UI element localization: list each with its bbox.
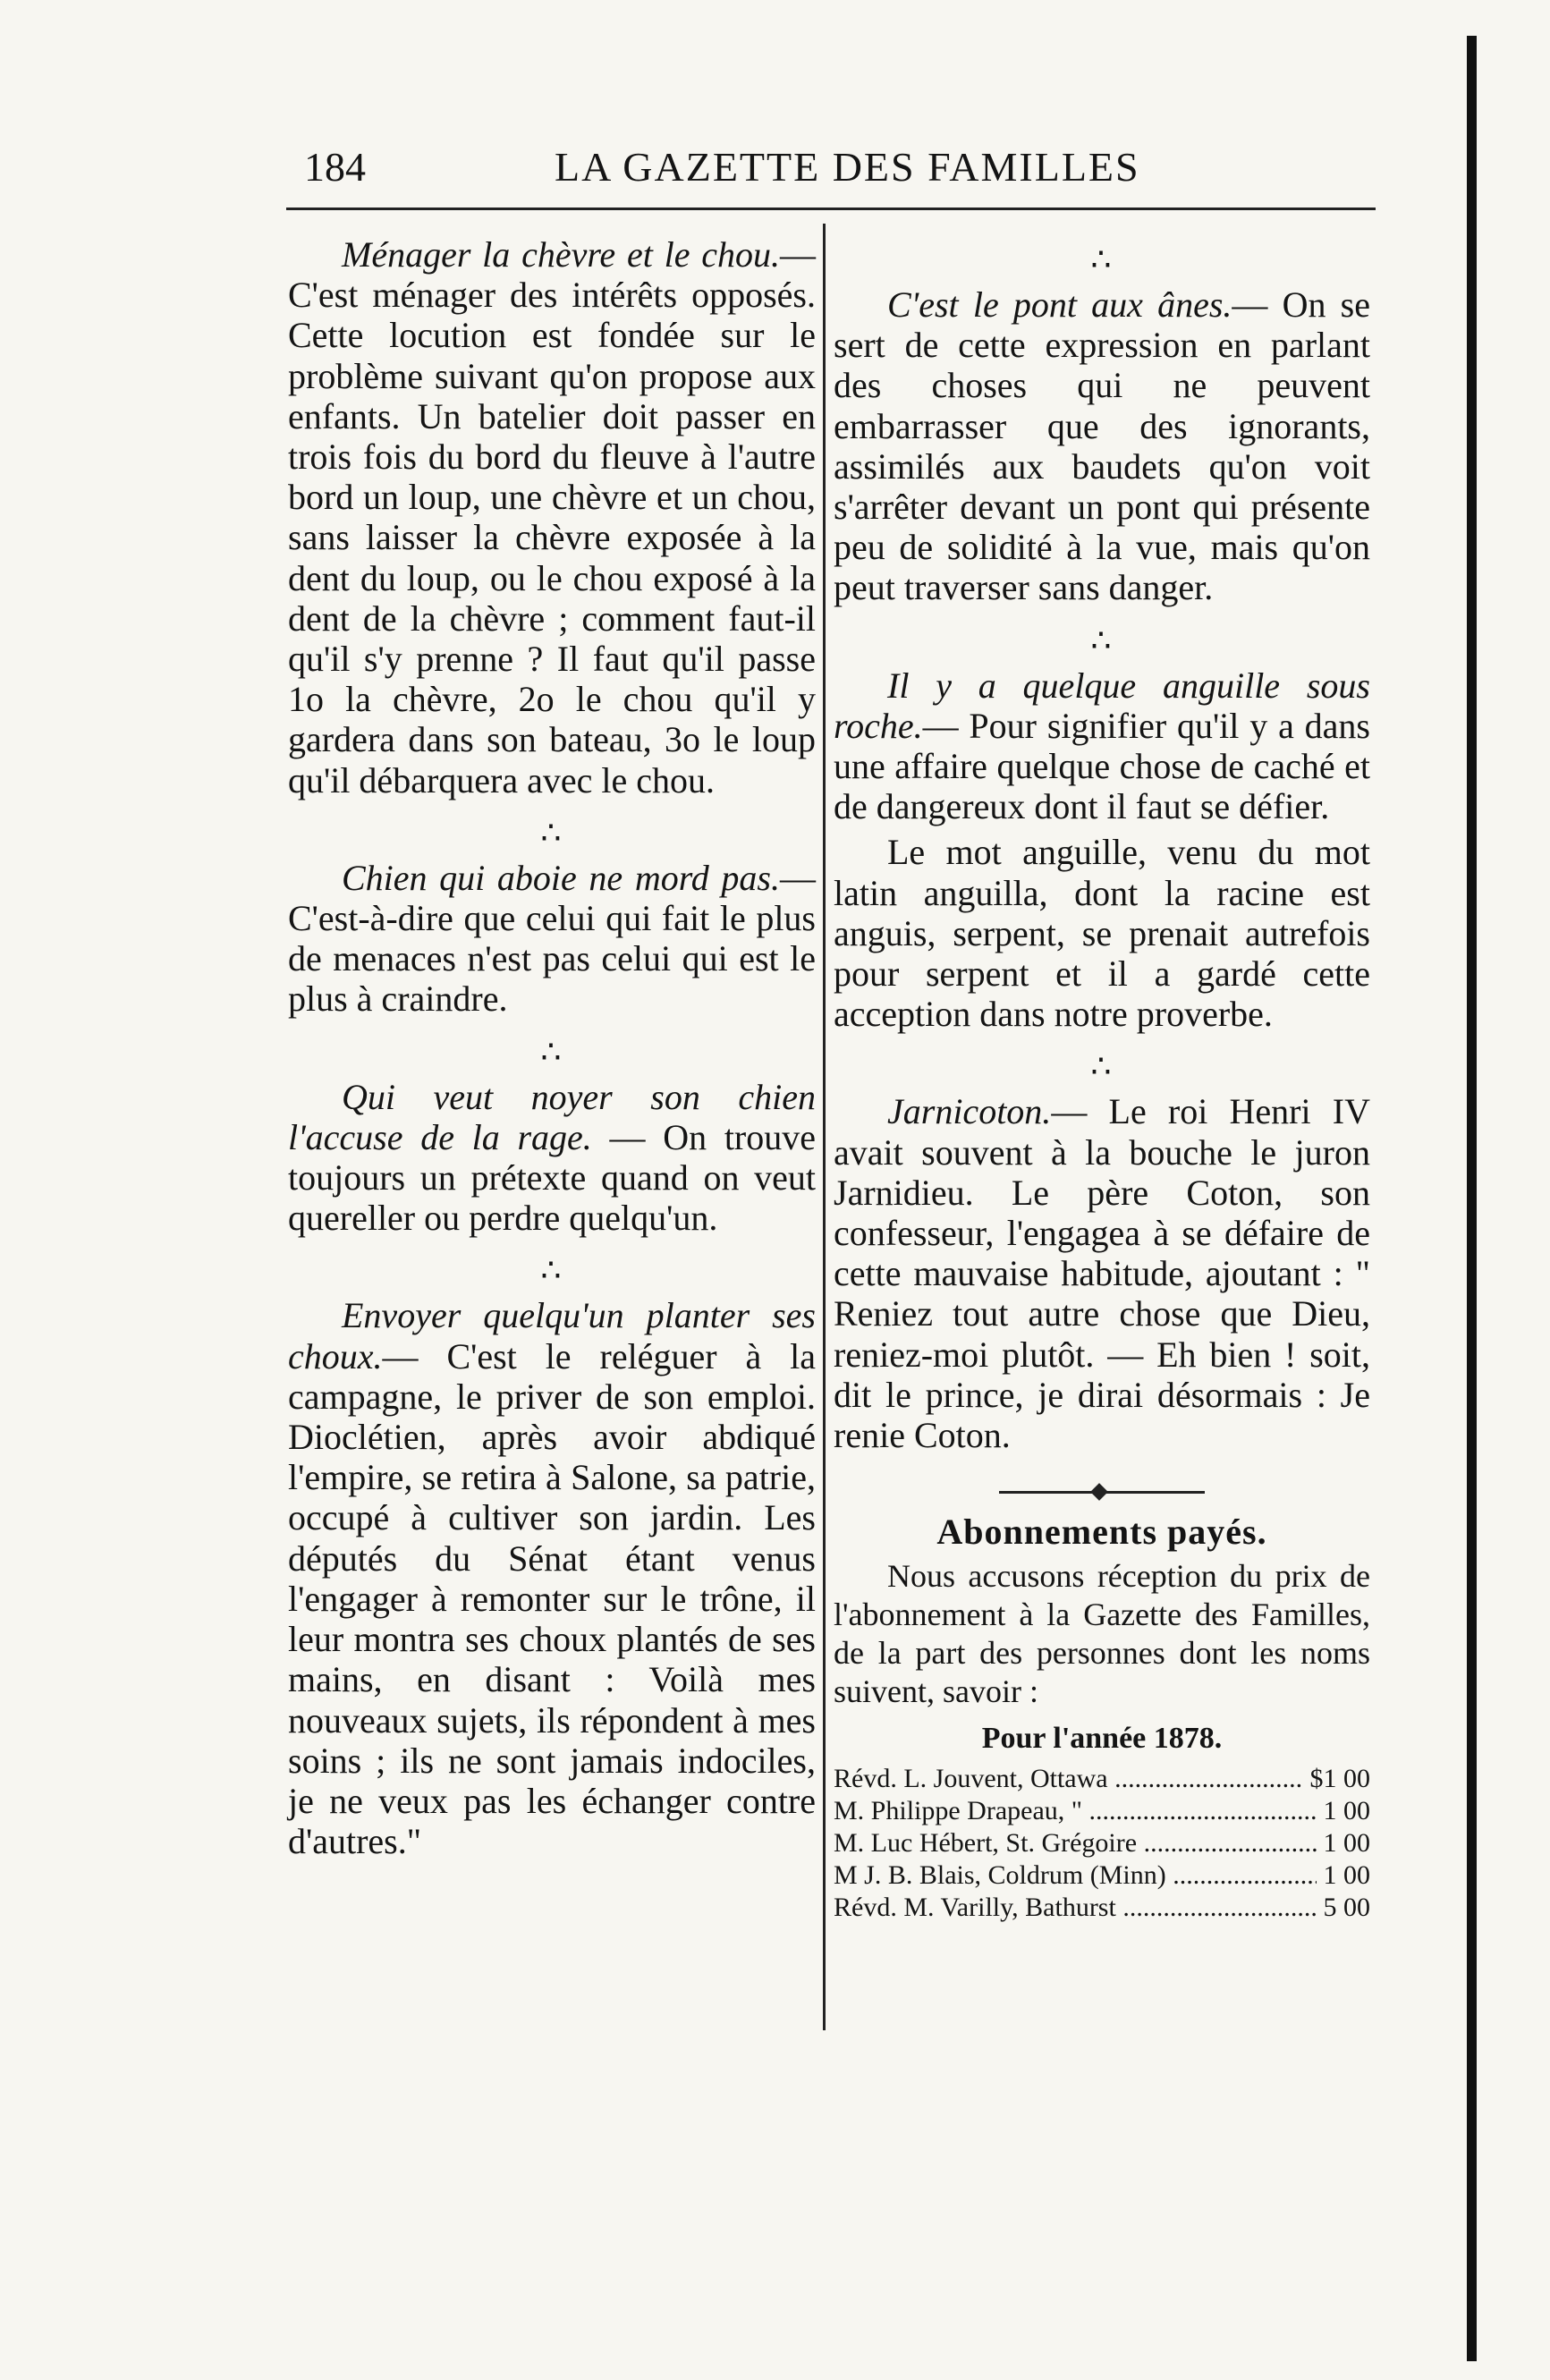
proverb-text: — Pour signifier qu'il y a dans une affaire quelque chose de caché et de dangereux dont il faut se défier. [834,705,1370,827]
payer-name: Révd. M. Varilly, Bathurst ..... [834,1892,1317,1924]
proverb-text: — On se sert de cette expression en parlant des choses qui ne peuvent embarrasser que des ignorants, assimilés aux baudets qu'on voit s'arrêter devant un pont qui présente peu de solidité à la vue, mais qu'on peut traverser sans danger. [834,284,1370,608]
separator-glyph: ∴ [1090,241,1114,277]
proverb-title: Jarnicoton. [887,1091,1052,1132]
separator-glyph: ∴ [1090,1048,1114,1085]
payment-row [834,1859,1370,1892]
proverb-title: Chien qui aboie ne mord pas. [342,857,780,898]
separator-glyph: ∴ [540,814,563,851]
payment-row [834,1763,1370,1795]
payment-amount: $1 00 [1309,1763,1370,1793]
separator-glyph: ∴ [1090,622,1114,658]
right-column [834,234,1370,1924]
proverb-entry [288,1077,816,1239]
running-title: LA GAZETTE DES FAMILLES [555,144,1140,190]
payer-name: M. Luc Hébert, St. Grégoire ..... [834,1827,1317,1859]
payment-amount: 1 00 [1323,1827,1370,1858]
proverb-title: Il y a quelque anguille sous roche. [834,665,1370,746]
proverb-entry [288,234,816,800]
proverb-text: — Le roi Henri IV avait souvent à la bouche le juron Jarnidieu. Le père Coton, son confesseur, l'engagea à se défaire de cette mauvaise habitude, ajoutant : " Reniez tout autre chose que Dieu, reniez-moi plutôt. — Eh bien ! soit, dit le prince, je dirai désormais : Je renie Coton. [834,1091,1370,1456]
proverb-text: — C'est le reléguer à la campagne, le priver de son emploi. Dioclétien, après avoir abdiqué l'empire, se retira à Salone, sa patrie, occupé à cultiver son jardin. Les députés du Sénat étant venus l'engager à remonter sur le trône, il leur montra ses choux plantés de ses mains, en disant : Voilà mes nouveaux sujets, ils répondent à mes soins ; ils ne sont jamais indociles, je ne veux pas les échanger contre d'autres." [288,1335,816,1862]
page-number: 184 [304,144,366,190]
proverb-entry [834,665,1370,827]
proverb-entry [288,1295,816,1861]
header-rule [286,208,1376,210]
ornament-rule [999,1491,1205,1494]
subscriptions-intro: Nous accusons réception du prix de l'abonnement à la Gazette des Familles, de la part des personnes dont les noms suivent, savoir : [834,1558,1370,1710]
separator-glyph: ∴ [540,1033,563,1070]
proverb-text: — C'est ménager des intérêts opposés. Cette locution est fondée sur le problème suivant qu'on propose aux enfants. Un batelier doit passer en trois fois du bord du fleuve à l'autre bord un loup, une chèvre et un chou, sans laisser la chèvre exposée à la dent du loup, ou le chou exposé à la dent de la chèvre ; comment faut-il qu'il s'y prenne ? Il faut qu'il passe 1o la chèvre, 2o le chou qu'il y gardera dans son bateau, 3o le loup qu'il débarquera avec le chou. [288,234,816,800]
separator-glyph: ∴ [540,1252,563,1289]
proverb-entry [834,284,1370,608]
left-column [288,234,816,1868]
payer-name: M. Philippe Drapeau, " ..... [834,1795,1317,1827]
proverb-title: Ménager la chèvre et le chou. [342,234,780,275]
page-header [295,143,1373,206]
proverb-entry [834,1091,1370,1455]
year-heading: Pour l'année 1878. [981,1722,1223,1756]
proverb-text: — On trouve toujours un prétexte quand on veut quereller ou perdre quelqu'un. [288,1116,817,1239]
payments-list [834,1763,1370,1924]
proverb-title: C'est le pont aux ânes. [887,284,1232,325]
payment-amount: 5 00 [1323,1892,1370,1922]
payment-row [834,1827,1370,1859]
proverb-title: Envoyer quelqu'un planter ses choux. [288,1295,816,1376]
proverb-title: Qui veut noyer son chien l'accuse de la rage. [288,1076,816,1157]
proverb-extra-paragraph: Le mot anguille, venu du mot latin anguilla, dont la racine est anguis, serpent, se prenait autrefois pour serpent et il a gardé cette acception dans notre proverbe. [834,832,1370,1035]
payment-amount: 1 00 [1323,1795,1370,1825]
diamond-ornament-icon [1090,1483,1108,1501]
proverb-entry [288,858,816,1020]
subscriptions-heading: Abonnements payés. [936,1512,1267,1553]
payer-name: M J. B. Blais, Coldrum (Minn) ..... [834,1859,1317,1892]
payment-row [834,1892,1370,1924]
payment-row [834,1795,1370,1827]
payment-amount: 1 00 [1323,1859,1370,1890]
proverb-text: — C'est-à-dire que celui qui fait le plus de menaces n'est pas celui qui est le plus à craindre. [288,857,816,1020]
page-edge-bar [1467,36,1477,2361]
column-divider [823,224,826,2030]
payer-name: Révd. L. Jouvent, Ottawa ..... [834,1763,1303,1795]
